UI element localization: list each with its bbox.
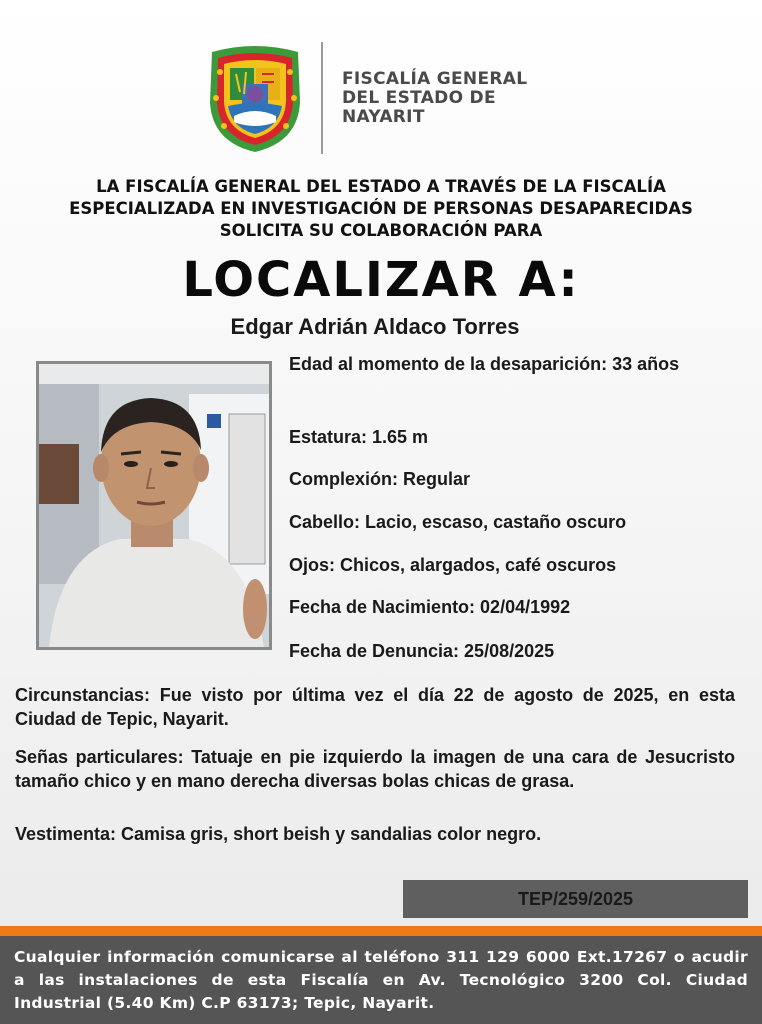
footer	[0, 936, 762, 1024]
intro-line-3: SOLICITA SU COLABORACIÓN PARA	[219, 221, 543, 240]
agency-name	[342, 70, 527, 127]
accent-bar	[0, 926, 762, 936]
fact-ojos: Ojos: Chicos, alargados, café oscuros	[289, 555, 617, 575]
fact-complexion: Complexión: Regular	[289, 469, 471, 489]
intro-line-2: ESPECIALIZADA EN INVESTIGACIÓN DE PERSONAS DESAPARECIDAS	[69, 199, 693, 218]
headline: LOCALIZAR A:	[182, 252, 580, 308]
vestimenta-text: Vestimenta: Camisa gris, short beish y sandalias color negro.	[15, 824, 542, 844]
intro-line-1: LA FISCALÍA GENERAL DEL ESTADO A TRAVÉS DE LA FISCALÍA	[96, 177, 666, 196]
fact-cabello: Cabello: Lacio, escaso, castaño oscuro	[289, 512, 627, 532]
fact-denuncia: Fecha de Denuncia: 25/08/2025	[289, 641, 555, 661]
case-number-box	[403, 880, 748, 918]
person-photo	[36, 361, 272, 650]
intro-text	[20, 176, 742, 242]
agency-line-1: FISCALÍA GENERAL	[342, 69, 528, 89]
fact-estatura: Estatura: 1.65 m	[289, 427, 429, 447]
nayarit-coat-of-arms-icon	[200, 42, 310, 154]
header-divider	[321, 42, 323, 154]
fact-nacimiento: Fecha de Nacimiento: 02/04/1992	[289, 597, 571, 617]
person-name: Edgar Adrián Aldaco Torres	[230, 314, 520, 339]
case-number: TEP/259/2025	[517, 889, 634, 909]
fact-edad: Edad al momento de la desaparición: 33 años	[289, 354, 680, 374]
agency-line-2: DEL ESTADO DE	[342, 88, 496, 108]
footer-contact-text: Cualquier información comunicarse al teléfono 311 129 6000 Ext.17267 o acudir a las instalaciones de esta Fiscalía en Av. Tecnológico 3200 Col. Ciudad Industrial (5.40 Km) C.P 63173; Tepic, Nayarit.	[14, 948, 748, 1012]
agency-line-3: NAYARIT	[342, 107, 425, 127]
circunstancias-text: Circunstancias: Fue visto por última vez el día 22 de agosto de 2025, en esta Ciudad de Tepic, Nayarit.	[15, 685, 735, 729]
header	[0, 38, 762, 158]
senas-text: Señas particulares: Tatuaje en pie izquierdo la imagen de una cara de Jesucristo tamaño chico y en mano derecha diversas bolas chicas de grasa.	[15, 747, 735, 791]
